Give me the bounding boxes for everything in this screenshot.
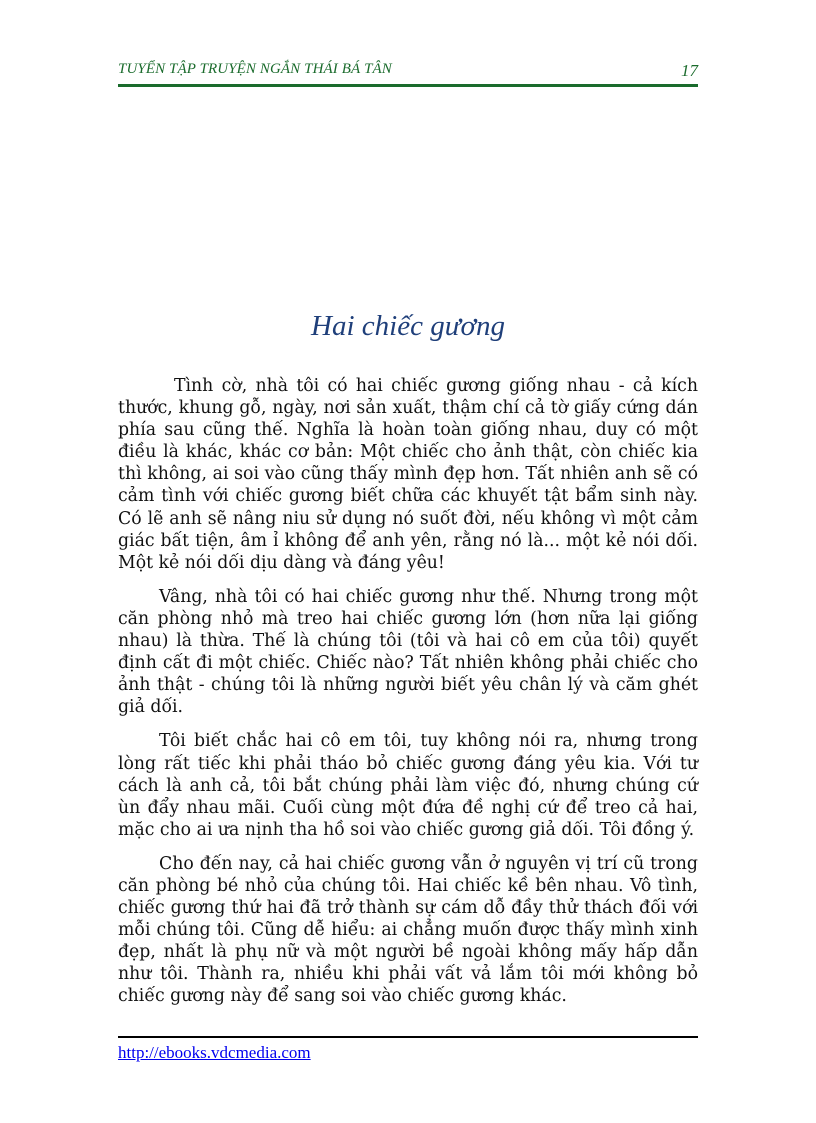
footer-link[interactable]: http://ebooks.vdcmedia.com <box>118 1043 311 1062</box>
story-body <box>118 375 698 1020</box>
story-title: Hai chiếc gương <box>311 310 505 342</box>
page-number: 17 <box>681 61 698 80</box>
paragraph-3: Tôi biết chắc hai cô em tôi, tuy không nói ra, nhưng trong lòng rất tiếc khi phải tháo bỏ chiếc gương đáng yêu kia. Với tư cách là anh cả, tôi bắt chúng phải làm việc đó, nhưng chúng cứ ùn đẩy nhau mãi. Cuối cùng một đứa đề nghị cứ để treo cả hai, mặc cho ai ưa nịnh tha hồ soi vào chiếc gương giả dối. Tôi đồng ý. <box>118 731 698 840</box>
header-divider <box>118 84 698 87</box>
book-title: TUYỂN TẬP TRUYỆN NGẮN THÁI BÁ TÂN <box>118 61 392 77</box>
footer-divider <box>118 1036 698 1038</box>
paragraph-1: Tình cờ, nhà tôi có hai chiếc gương giống nhau - cả kích thước, khung gỗ, ngày, nơi sản xuất, thậm chí cả tờ giấy cứng dán phía sau cũng thế. Nghĩa là hoàn toàn giống nhau, duy có một điều là khác, khác cơ bản: Một chiếc cho ảnh thật, còn chiếc kia thì không, ai soi vào cũng thấy mình đẹp hơn. Tất nhiên anh sẽ có cảm tình với chiếc gương biết chữa các khuyết tật bẩm sinh này. Có lẽ anh sẽ nâng niu sử dụng nó suốt đời, nếu không vì một cảm giác bất tiện, âm ỉ không để anh yên, rằng nó là... một kẻ nói dối. Một kẻ nói dối dịu dàng và đáng yêu! <box>118 376 698 573</box>
page-header <box>118 61 698 83</box>
paragraph-2: Vâng, nhà tôi có hai chiếc gương như thế. Nhưng trong một căn phòng nhỏ mà treo hai chiếc gương lớn (hơn nữa lại giống nhau) là thừa. Thế là chúng tôi (tôi và hai cô em của tôi) quyết định cất đi một chiếc. Chiếc nào? Tất nhiên không phải chiếc cho ảnh thật - chúng tôi là những người biết yêu chân lý và căm ghét giả dối. <box>118 586 698 718</box>
paragraph-4: Cho đến nay, cả hai chiếc gương vẫn ở nguyên vị trí cũ trong căn phòng bé nhỏ của chúng tôi. Hai chiếc kề bên nhau. Vô tình, chiếc gương thứ hai đã trở thành sự cám dỗ đầy thử thách đối với mỗi chúng tôi. Cũng dễ hiểu: ai chẳng muốn được thấy mình xinh đẹp, nhất là phụ nữ và một người bề ngoài không mấy hấp dẫn như tôi. Thành ra, nhiều khi phải vất vả lắm tôi mới không bỏ chiếc gương này để sang soi vào chiếc gương khác. <box>118 853 698 1007</box>
